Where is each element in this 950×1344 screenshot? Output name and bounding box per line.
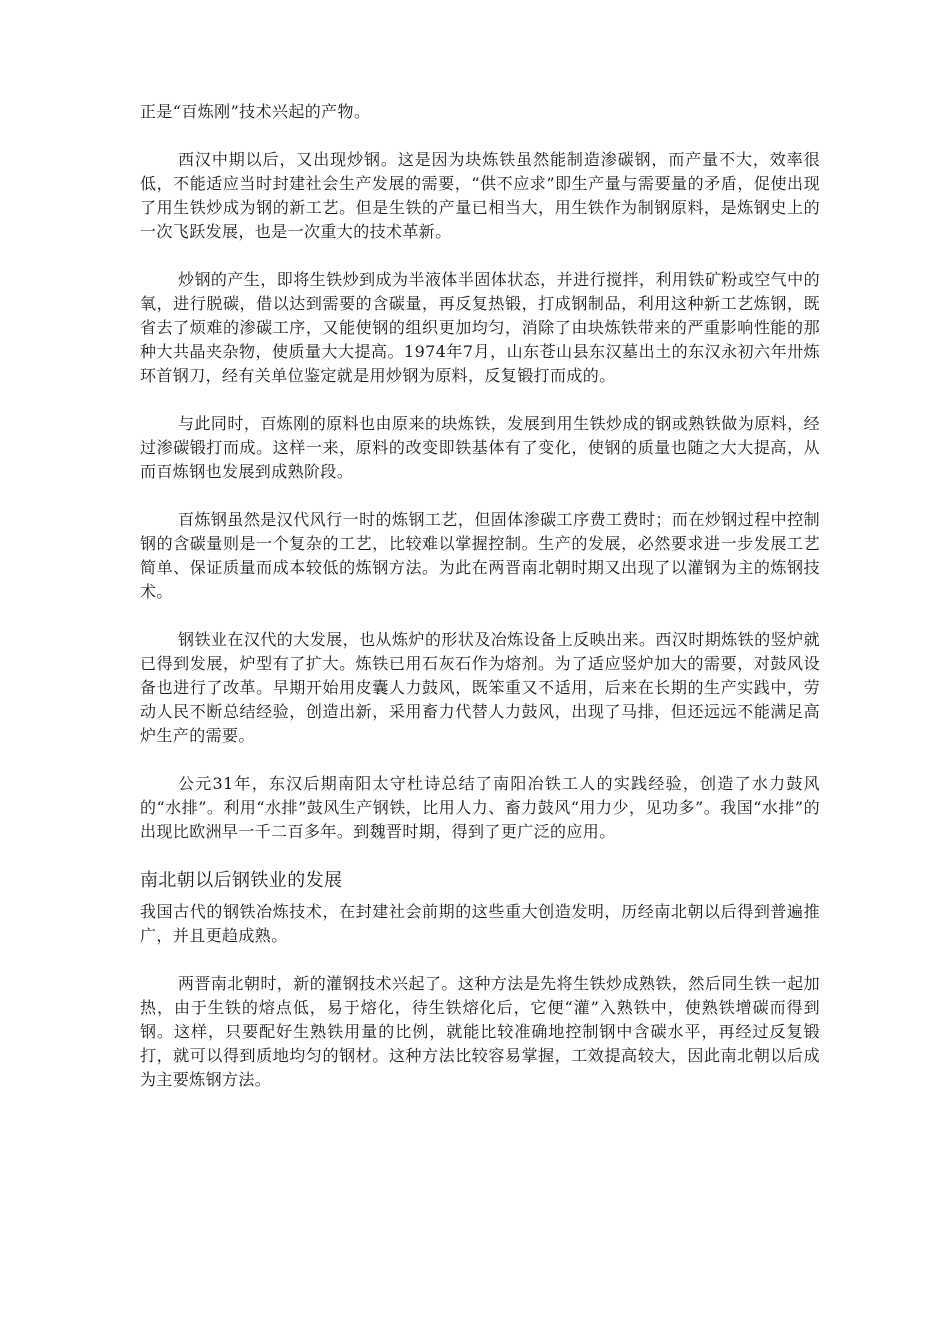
paragraph-furnace-development: 钢铁业在汉代的大发展，也从炼炉的形状及冶炼设备上反映出来。西汉时期炼铁的竖炉就已得到发展，炉型有了扩大。炼铁已用石灰石作为熔剂。为了适应竖炉加大的需要，对鼓风设备也进行了改革。早期开始用皮囊人力鼓风，既笨重又不适用，后来在长期的生产实践中，劳动人民不断总结经验，创造出新，采用畜力代替人力鼓风，出现了马排，但还远远不能满足高炉生产的需要。 bbox=[140, 630, 820, 745]
section-body-paragraph: 两晋南北朝时，新的灌钢技术兴起了。这种方法是先将生铁炒成熟铁，然后同生铁一起加热，由于生铁的熔点低，易于熔化，待生铁熔化后，它便“灌”入熟铁中，使熟铁增碳而得到钢。这样，只要配好生熟铁用量的比例，就能比较准确地控制钢中含碳水平，再经过反复锻打，就可以得到质地均匀的钢材。这种方法比较容易掌握，工效提高较大，因此南北朝以后成为主要炼钢方法。 bbox=[140, 974, 820, 1089]
paragraph-stir-fried-steel-process: 炒钢的产生，即将生铁炒到成为半液体半固体状态，并进行搅拌，利用铁矿粉或空气中的氧，进行脱碳，借以达到需要的含碳量，再反复热锻，打成钢制品，利用这种新工艺炼钢，既省去了烦难的渗碳工序，又能使钢的组织更加均匀，消除了由块炼铁带来的严重影响性能的那种大共晶夹杂物，使质量大大提高。1974年7月，山东苍山县东汉墓出土的东汉永初六年卅炼环首钢刀，经有关单位鉴定就是用炒钢为原料，反复锻打而成的。 bbox=[140, 270, 820, 385]
section-heading: 南北朝以后钢铁业的发展 bbox=[140, 870, 343, 891]
paragraph-pouring-steel-origin: 百炼钢虽然是汉代风行一时的炼钢工艺，但固体渗碳工序费工费时；而在炒钢过程中控制钢的含碳量则是一个复杂的工艺，比较难以掌握控制。生产的发展，必然要求进一步发展工艺简单、保证质量而成本较低的炼钢方法。为此在两晋南北朝时期又出现了以灌钢为主的炼钢技术。 bbox=[140, 510, 820, 601]
section-intro-paragraph: 我国古代的钢铁冶炼技术，在封建社会前期的这些重大创造发明，历经南北朝以后得到普遍推广，并且更趋成熟。 bbox=[140, 902, 820, 945]
paragraph-stir-fried-steel-origin: 西汉中期以后，又出现炒钢。这是因为块炼铁虽然能制造渗碳钢，而产量不大，效率很低，不能适应当时封建社会生产发展的需要，“供不应求”即生产量与需要量的矛盾，促使出现了用生铁炒成为钢的新工艺。但是生铁的产量已相当大，用生铁作为制钢原料，是炼钢史上的一次飞跃发展，也是一次重大的技术革新。 bbox=[140, 150, 820, 241]
paragraph-hundred-refined-steel: 与此同时，百炼刚的原料也由原来的块炼铁，发展到用生铁炒成的钢或熟铁做为原料，经过渗碳锻打而成。这样一来，原料的改变即铁基体有了变化，使钢的质量也随之大大提高，从而百炼钢也发展到成熟阶段。 bbox=[140, 414, 820, 481]
paragraph-water-bellows: 公元31年，东汉后期南阳太守杜诗总结了南阳冶铁工人的实践经验，创造了水力鼓风的“水排”。利用“水排”鼓风生产钢铁，比用人力、畜力鼓风“用力少，见功多”。我国“水排”的出现比欧洲早一千二百多年。到魏晋时期，得到了更广泛的应用。 bbox=[140, 774, 820, 841]
document-page bbox=[140, 100, 820, 1116]
paragraph-continuation: 正是“百炼刚”技术兴起的产物。 bbox=[140, 102, 371, 121]
